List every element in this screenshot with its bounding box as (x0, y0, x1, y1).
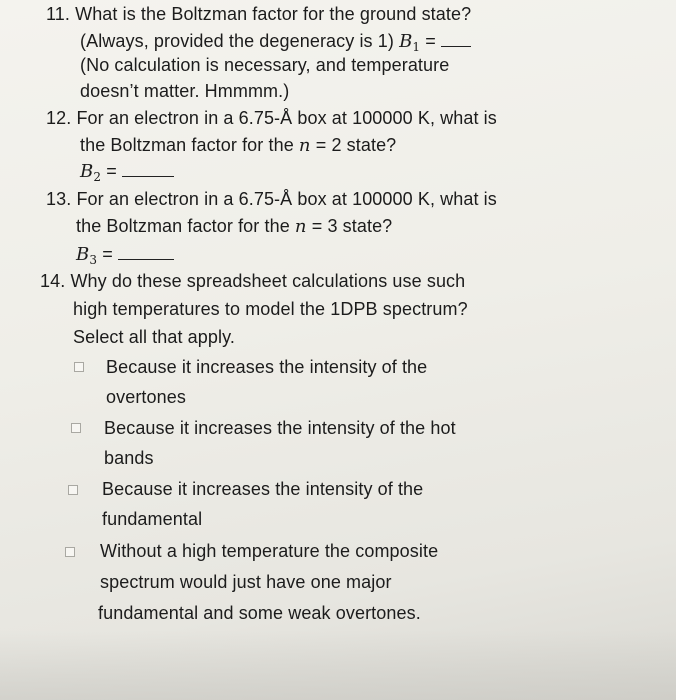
b2-variable: $B_2$ (80, 161, 102, 184)
option-1-line-1: Because it increases the intensity of the (106, 357, 428, 377)
answer-blank-b1[interactable] (441, 42, 471, 47)
b1-variable: $B_1$ (399, 31, 421, 54)
question-13-line-2: the Boltzman factor for the n = 3 state? (76, 216, 393, 237)
option-4-line-2: spectrum would just have one major (100, 572, 392, 592)
question-number: 13. (46, 189, 72, 209)
answer-blank-b2[interactable] (122, 172, 174, 177)
option-3-checkbox[interactable] (68, 485, 78, 495)
page-shadow (0, 630, 676, 700)
question-12-answer-line: $B_2$ = (80, 160, 174, 183)
option-3-line-1: Because it increases the intensity of the (102, 479, 424, 499)
question-13-answer-line: $B_3$ = (76, 243, 174, 266)
question-14-line-3: Select all that apply. (73, 327, 235, 347)
option-3-line-2: fundamental (102, 509, 203, 529)
option-1-checkbox[interactable] (74, 362, 84, 372)
question-11-line-1: 11. What is the Boltzman factor for the ground state? (46, 4, 472, 24)
answer-blank-b3[interactable] (118, 255, 174, 260)
question-11-line-2: (Always, provided the degeneracy is 1) $B_1$ = (80, 30, 471, 53)
question-13-line-1: 13. For an electron in a 6.75-Å box at 100000 K, what is (46, 189, 497, 209)
question-14-line-1: 14. Why do these spreadsheet calculations use such (40, 271, 466, 291)
question-12-line-1: 12. For an electron in a 6.75-Å box at 100000 K, what is (46, 108, 497, 128)
option-2-line-2: bands (104, 448, 154, 468)
question-11-line-4: doesn’t matter. Hmmmm.) (80, 81, 290, 101)
option-4-line-1: Without a high temperature the composite (100, 541, 439, 561)
option-2-checkbox[interactable] (71, 423, 81, 433)
question-number: 11. (46, 4, 70, 24)
b3-variable: $B_3$ (76, 244, 98, 267)
question-12-line-2: the Boltzman factor for the n = 2 state? (80, 135, 397, 156)
question-11-line-3: (No calculation is necessary, and temperature (80, 55, 450, 75)
question-number: 12. (46, 108, 72, 128)
question-14-line-2: high temperatures to model the 1DPB spectrum? (73, 299, 468, 319)
option-2-line-1: Because it increases the intensity of the hot (104, 418, 456, 438)
option-4-line-3: fundamental and some weak overtones. (98, 603, 421, 623)
question-number: 14. (40, 271, 66, 291)
option-1-line-2: overtones (106, 387, 186, 407)
option-4-checkbox[interactable] (65, 547, 75, 557)
